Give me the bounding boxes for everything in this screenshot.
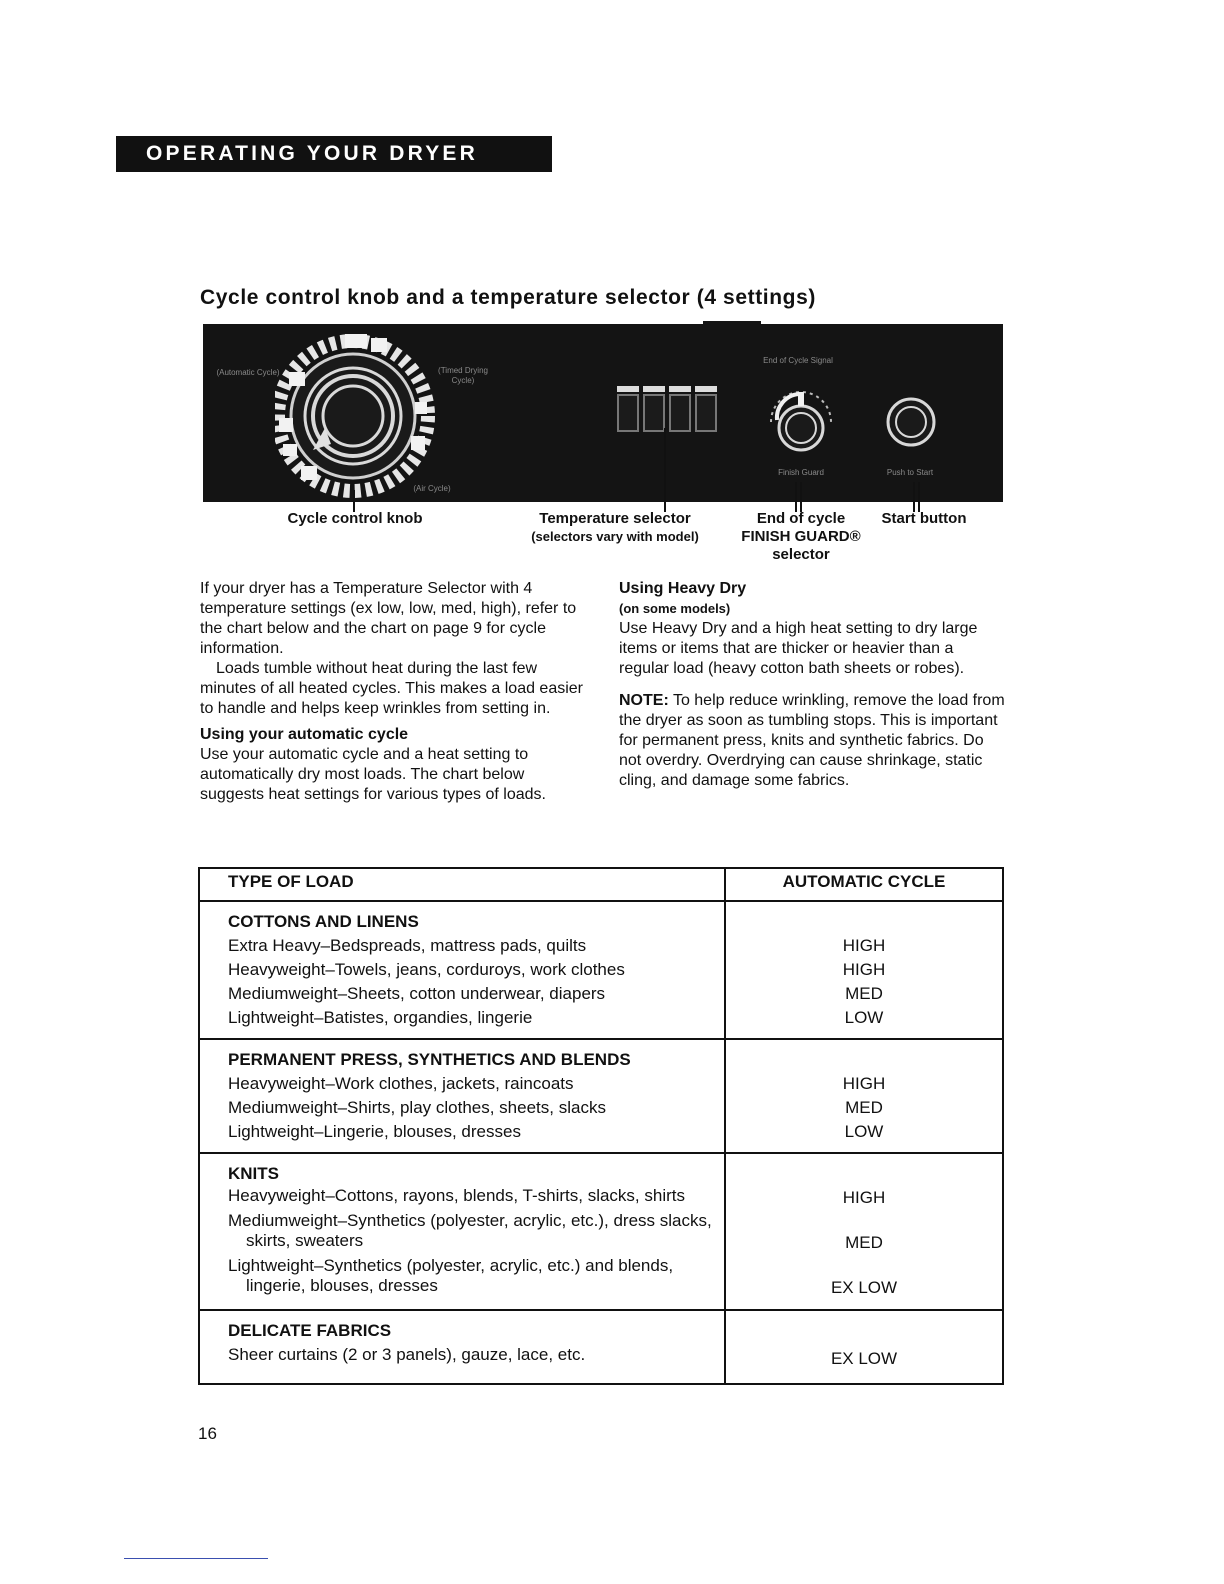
callout-cycle-control-knob: Cycle control knob bbox=[287, 510, 423, 527]
load-item: Mediumweight–Shirts, play clothes, sheets, slacks bbox=[228, 1098, 606, 1117]
cycle-value: HIGH bbox=[842, 936, 886, 955]
header-type-of-load: TYPE OF LOAD bbox=[199, 868, 725, 901]
callout-temperature-selector bbox=[508, 510, 722, 546]
cycle-value: MED bbox=[845, 984, 883, 1003]
left-column bbox=[200, 579, 590, 805]
load-item: Lightweight–Synthetics (polyester, acrylic, etc.) and blends, lingerie, blouses, dresses bbox=[228, 1256, 674, 1295]
load-item: Extra Heavy–Bedspreads, mattress pads, quilts bbox=[228, 936, 587, 955]
load-item: Mediumweight–Synthetics (polyester, acrylic, etc.), dress slacks, skirts, sweaters bbox=[228, 1211, 712, 1250]
table-header-row bbox=[199, 868, 1003, 901]
leader-end-of-cycle-2 bbox=[800, 482, 802, 512]
cottons-linens-values bbox=[725, 901, 1003, 1039]
start-button-icon[interactable] bbox=[885, 396, 937, 448]
heavy-dry-heading: Using Heavy Dry bbox=[619, 580, 747, 597]
group-title: DELICATE FABRICS bbox=[228, 1321, 392, 1340]
cycle-value: LOW bbox=[844, 1122, 884, 1141]
permanent-press-cell bbox=[199, 1039, 725, 1153]
cycle-value: LOW bbox=[844, 1008, 884, 1027]
delicate-fabrics-cell bbox=[199, 1310, 725, 1384]
section-title: Cycle control knob and a temperature selector (4 settings) bbox=[200, 286, 816, 309]
group-title: KNITS bbox=[228, 1164, 279, 1183]
note-paragraph bbox=[619, 691, 1005, 791]
leader-start-1 bbox=[913, 482, 915, 512]
finish-guard-knob-icon[interactable] bbox=[759, 380, 843, 464]
note-text: To help reduce wrinkling, remove the load from the dryer as soon as tumbling stops. This is important for permanent press, knits and synthetic fabrics. Do not overdry. Overdrying can cause shrinkage, static cling, and damage some fabrics. bbox=[619, 692, 1005, 789]
table-row bbox=[199, 1310, 1003, 1384]
cycle-value: MED bbox=[845, 1098, 883, 1117]
callout-finish-guard-line2: selector bbox=[772, 546, 830, 563]
cycle-value: HIGH bbox=[842, 1188, 886, 1207]
air-cycle-label: (Air Cycle) bbox=[413, 484, 451, 493]
left-paragraph-1: If your dryer has a Temperature Selector with 4 temperature settings (ex low, low, med, high), refer to the chart below and the chart on page 9 for cycle information. bbox=[200, 580, 577, 657]
load-item: Sheer curtains (2 or 3 panels), gauze, lace, etc. bbox=[228, 1345, 586, 1364]
page-number: 16 bbox=[198, 1424, 217, 1443]
finish-guard-label: Finish Guard bbox=[778, 468, 824, 477]
table-row bbox=[199, 1153, 1003, 1310]
panel-top-notch bbox=[703, 321, 761, 324]
footer-rule bbox=[124, 1558, 268, 1559]
load-item: Lightweight–Lingerie, blouses, dresses bbox=[228, 1122, 521, 1141]
table-row bbox=[199, 1039, 1003, 1153]
leader-cycle-knob bbox=[353, 490, 355, 512]
leader-end-of-cycle-1 bbox=[795, 482, 797, 512]
control-panel-illustration bbox=[203, 324, 1003, 502]
group-title: PERMANENT PRESS, SYNTHETICS AND BLENDS bbox=[228, 1050, 631, 1069]
load-item: Heavyweight–Work clothes, jackets, raincoats bbox=[228, 1074, 574, 1093]
callout-finish-guard-line1: FINISH GUARD® bbox=[741, 528, 861, 545]
cycle-control-knob-icon bbox=[275, 332, 435, 498]
permanent-press-values bbox=[725, 1039, 1003, 1153]
load-item: Lightweight–Batistes, organdies, lingerie bbox=[228, 1008, 533, 1027]
automatic-cycle-heading: Using your automatic cycle bbox=[200, 726, 409, 743]
section-header: OPERATING YOUR DRYER bbox=[116, 136, 552, 172]
automatic-cycle-label: (Automatic Cycle) bbox=[216, 368, 280, 377]
cycle-value: EX LOW bbox=[830, 1278, 898, 1297]
temp-key-label-high bbox=[695, 386, 717, 392]
knits-values bbox=[725, 1153, 1003, 1310]
temp-key-med[interactable] bbox=[669, 394, 691, 432]
heavy-dry-subheading: (on some models) bbox=[619, 601, 731, 616]
timed-drying-cycle-label: (Timed Drying Cycle) bbox=[438, 366, 488, 385]
leader-start-2 bbox=[918, 482, 920, 512]
callout-end-of-cycle-title: End of cycle bbox=[756, 510, 846, 527]
temp-key-label-ex-low bbox=[617, 386, 639, 392]
push-to-start-label: Push to Start bbox=[886, 468, 934, 477]
group-title: COTTONS AND LINENS bbox=[228, 912, 419, 931]
temp-key-high[interactable] bbox=[695, 394, 717, 432]
callout-start-button: Start button bbox=[881, 510, 967, 527]
cottons-linens-cell bbox=[199, 901, 725, 1039]
callout-temperature-selector-note: (selectors vary with model) bbox=[531, 529, 699, 544]
left-paragraph-3: Use your automatic cycle and a heat setting to automatically dry most loads. The chart below suggests heat settings for various types of loads. bbox=[200, 746, 546, 803]
temp-key-ex-low[interactable] bbox=[617, 394, 639, 432]
load-type-table bbox=[198, 867, 1004, 1385]
load-item: Heavyweight–Cottons, rayons, blends, T-shirts, slacks, shirts bbox=[228, 1186, 685, 1205]
header-automatic-cycle: AUTOMATIC CYCLE bbox=[725, 868, 1003, 901]
table-row bbox=[199, 901, 1003, 1039]
cycle-value: EX LOW bbox=[830, 1349, 898, 1368]
note-label: NOTE: bbox=[619, 692, 669, 709]
temp-key-low[interactable] bbox=[643, 394, 665, 432]
cycle-value: HIGH bbox=[842, 1074, 886, 1093]
delicate-fabrics-values bbox=[725, 1310, 1003, 1384]
leader-temperature bbox=[664, 428, 666, 512]
callout-end-of-cycle bbox=[726, 510, 876, 564]
callout-temperature-selector-title: Temperature selector bbox=[539, 510, 691, 527]
temp-key-label-low bbox=[643, 386, 665, 392]
knits-cell bbox=[199, 1153, 725, 1310]
load-item: Heavyweight–Towels, jeans, corduroys, work clothes bbox=[228, 960, 625, 979]
left-paragraph-2: Loads tumble without heat during the last few minutes of all heated cycles. This makes a load easier to handle and helps keep wrinkles from setting in. bbox=[200, 660, 584, 717]
temp-key-label-med bbox=[669, 386, 691, 392]
right-column bbox=[619, 579, 1005, 791]
cycle-value: HIGH bbox=[842, 960, 886, 979]
right-paragraph-1: Use Heavy Dry and a high heat setting to dry large items or items that are thicker or heavier than a regular load (heavy cotton bath sheets or robes). bbox=[619, 620, 978, 677]
end-of-cycle-signal-label: End of Cycle Signal bbox=[763, 356, 833, 365]
load-item: Mediumweight–Sheets, cotton underwear, diapers bbox=[228, 984, 606, 1003]
cycle-value: MED bbox=[845, 1233, 883, 1252]
